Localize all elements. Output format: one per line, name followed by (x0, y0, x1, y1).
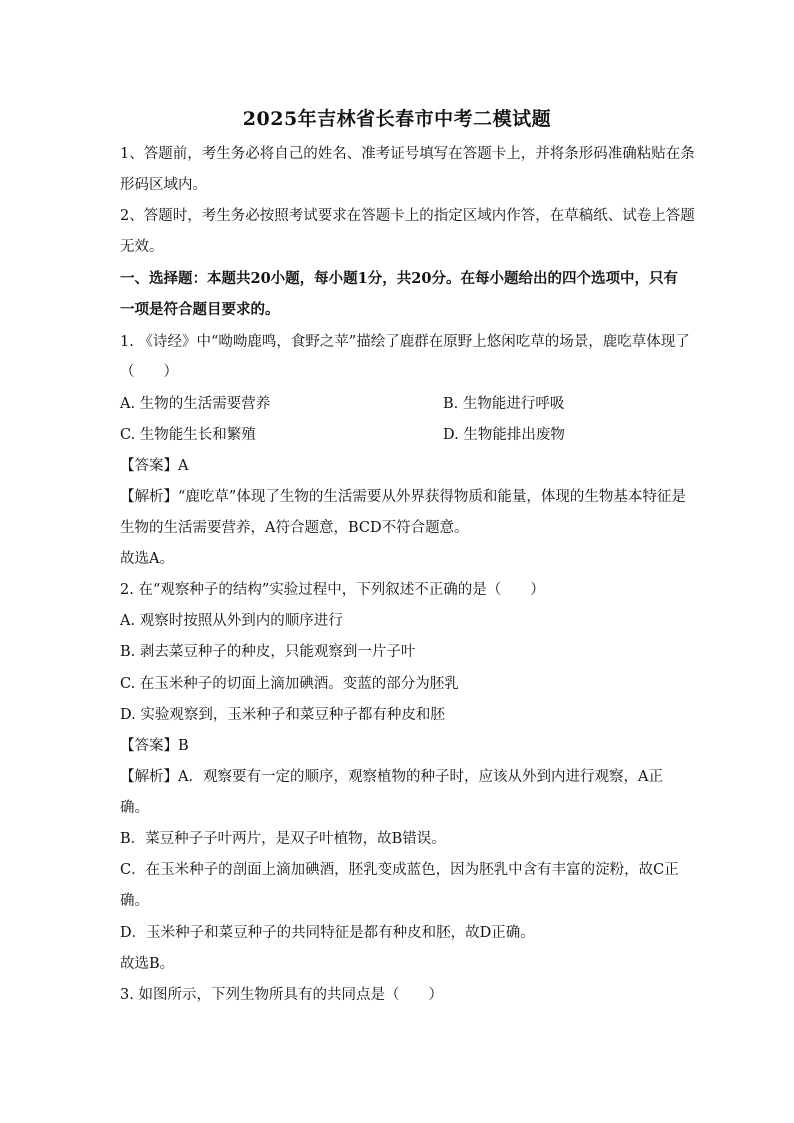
q2-analysis-a-line-1: 【解析】A．观察要有一定的顺序，观察植物的种子时，应该从外到内进行观察，A正 (120, 769, 663, 785)
q1-analysis-line-2: 生物的生活需要营养，A符合题意，BCD不符合题意。 (120, 520, 469, 536)
q3-stem: 3. 如图所示，下列生物所具有的共同点是（ ） (120, 987, 443, 1003)
q2-option-c: C. 在玉米种子的切面上滴加碘酒。变蓝的部分为胚乳 (120, 676, 459, 692)
section-heading-line-2: 一项是符合题目要求的。 (120, 301, 280, 318)
q2-answer: 【答案】B (120, 738, 189, 754)
notice-2-line-2: 无效。 (120, 239, 164, 255)
q2-analysis-b: B．菜豆种子子叶两片，是双子叶植物，故B错误。 (120, 831, 446, 847)
notice-1-line-1: 1、答题前，考生务必将自己的姓名、准考证号填写在答题卡上，并将条形码准确粘贴在条 (120, 146, 695, 162)
q2-option-a: A. 观察时按照从外到内的顺序进行 (120, 613, 343, 629)
q1-conclusion: 故选A。 (120, 551, 174, 567)
q2-stem: 2. 在“观察种子的结构”实验过程中，下列叙述不正确的是（ ） (120, 582, 545, 598)
section-heading-line-1: 一、选择题：本题共20小题，每小题1分，共20分。在每小题给出的四个选项中，只有 (120, 270, 678, 287)
notice-2-line-1: 2、答题时，考生务必按照考试要求在答题卡上的指定区域内作答，在草稿纸、试卷上答题 (120, 208, 695, 224)
q1-option-a: A. 生物的生活需要营养 (120, 396, 271, 412)
q2-analysis-d: D．玉米种子和菜豆种子的共同特征是都有种皮和胚，故D正确。 (120, 925, 535, 941)
q1-analysis-line-1: 【解析】“鹿吃草”体现了生物的生活需要从外界获得物质和能量，体现的生物基本特征是 (120, 489, 686, 505)
q1-stem-line-1: 1. 《诗经》中“呦呦鹿鸣，食野之苹”描绘了鹿群在原野上悠闲吃草的场景，鹿吃草体现了 (120, 334, 690, 350)
q2-option-b: B. 剥去菜豆种子的种皮，只能观察到一片子叶 (120, 644, 416, 660)
q1-answer: 【答案】A (120, 458, 189, 474)
q2-analysis-c-line-1: C．在玉米种子的剖面上滴加碘酒，胚乳变成蓝色，因为胚乳中含有丰富的淀粉，故C正 (120, 862, 679, 878)
q2-conclusion: 故选B。 (120, 956, 175, 972)
notice-1-line-2: 形码区域内。 (120, 177, 207, 193)
q2-analysis-c-line-2: 确。 (120, 893, 149, 909)
q2-option-d: D. 实验观察到，玉米种子和菜豆种子都有种皮和胚 (120, 707, 445, 723)
q2-analysis-a-line-2: 确。 (120, 800, 149, 816)
q1-option-b: B. 生物能进行呼吸 (443, 396, 565, 412)
q1-option-d: D. 生物能排出废物 (443, 427, 565, 443)
q1-option-c: C. 生物能生长和繁殖 (120, 427, 256, 443)
q1-stem-line-2: （ ） (120, 364, 178, 380)
page-title: 2025年吉林省长春市中考二模试题 (242, 108, 552, 130)
